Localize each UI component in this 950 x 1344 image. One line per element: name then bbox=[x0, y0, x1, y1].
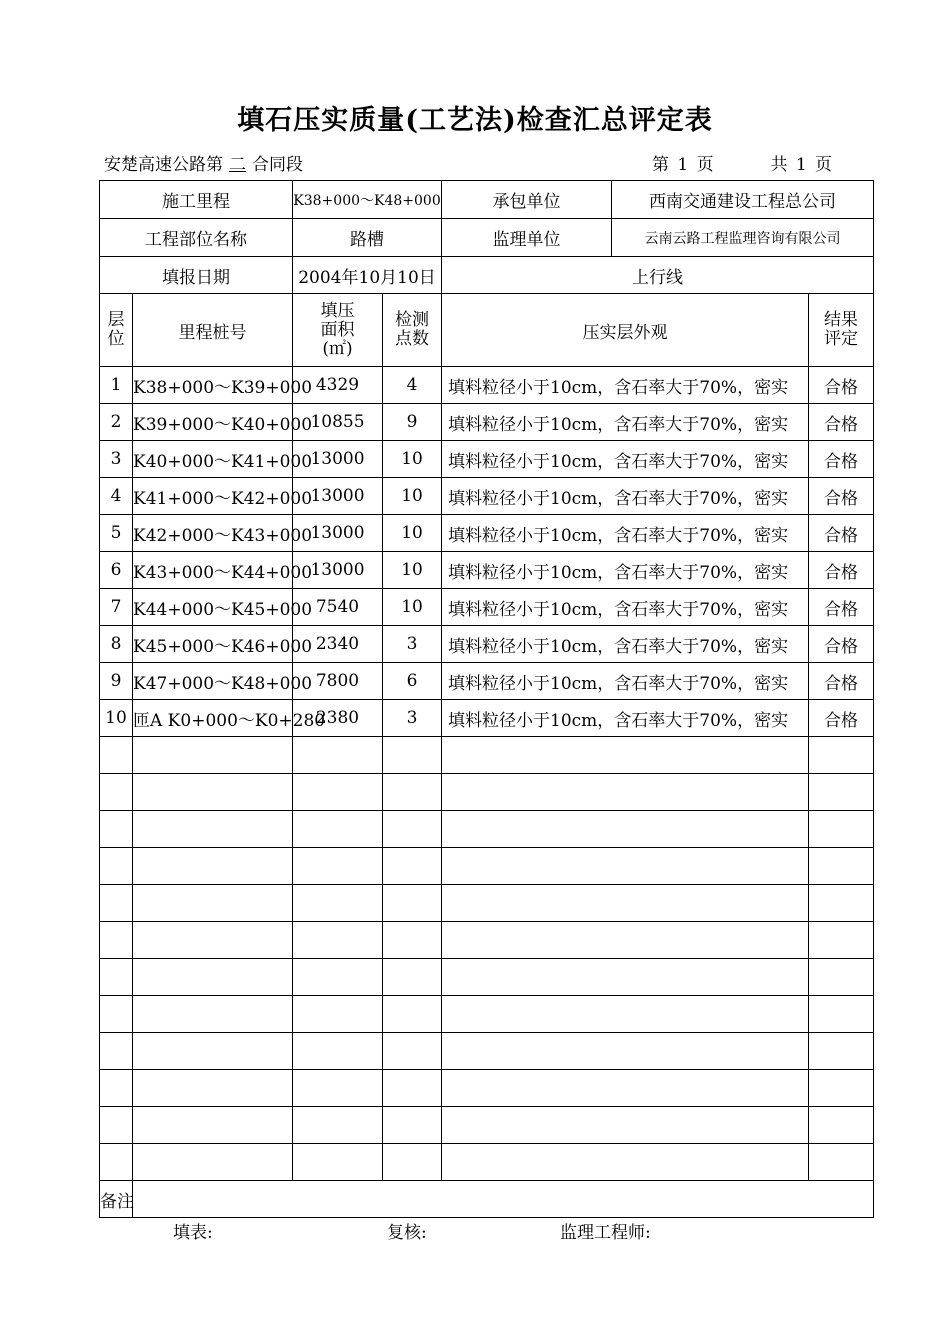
cell-points: 3 bbox=[383, 626, 442, 663]
empty-cell bbox=[383, 774, 442, 811]
date-label: 填报日期 bbox=[100, 257, 293, 294]
table-row bbox=[100, 626, 874, 663]
empty-cell bbox=[100, 774, 133, 811]
filler-signature: 填表: bbox=[173, 1223, 213, 1243]
table-row bbox=[100, 367, 874, 404]
empty-row bbox=[100, 774, 874, 811]
table-row bbox=[100, 441, 874, 478]
empty-cell bbox=[133, 811, 293, 848]
empty-cell bbox=[383, 737, 442, 774]
empty-cell bbox=[809, 811, 874, 848]
empty-cell bbox=[442, 1070, 809, 1107]
date-value: 2004年10月10日 bbox=[293, 257, 442, 294]
project-prefix: 安楚高速公路第 bbox=[104, 155, 223, 175]
empty-cell bbox=[442, 959, 809, 996]
cell-result: 合格 bbox=[809, 515, 874, 552]
empty-cell bbox=[133, 1144, 293, 1181]
inspection-table bbox=[99, 180, 874, 1218]
table-row bbox=[100, 515, 874, 552]
empty-cell bbox=[809, 774, 874, 811]
empty-cell bbox=[442, 811, 809, 848]
empty-cell bbox=[442, 774, 809, 811]
empty-cell bbox=[383, 885, 442, 922]
remarks-row bbox=[100, 1181, 874, 1218]
page-total: 共 1 页 bbox=[770, 155, 833, 175]
mileage-value: K38+000～K48+000 bbox=[293, 181, 442, 219]
empty-cell bbox=[100, 1107, 133, 1144]
part-label: 工程部位名称 bbox=[100, 219, 293, 257]
empty-cell bbox=[442, 1107, 809, 1144]
empty-cell bbox=[133, 1070, 293, 1107]
line-value: 上行线 bbox=[442, 257, 874, 294]
empty-cell bbox=[133, 996, 293, 1033]
empty-cell bbox=[809, 848, 874, 885]
empty-cell bbox=[293, 848, 383, 885]
empty-cell bbox=[293, 1033, 383, 1070]
table-row bbox=[100, 663, 874, 700]
empty-cell bbox=[809, 922, 874, 959]
cell-points: 6 bbox=[383, 663, 442, 700]
empty-cell bbox=[383, 959, 442, 996]
empty-cell bbox=[293, 959, 383, 996]
empty-cell bbox=[100, 737, 133, 774]
cell-station: K45+000～K46+000 bbox=[133, 626, 293, 663]
empty-cell bbox=[809, 959, 874, 996]
col-result: 结果 评定 bbox=[809, 294, 874, 367]
table-row bbox=[100, 404, 874, 441]
column-header-row bbox=[100, 294, 874, 367]
col-points: 检测 点数 bbox=[383, 294, 442, 367]
cell-appearance: 填料粒径小于10cm，含石率大于70%，密实 bbox=[442, 404, 809, 441]
empty-cell bbox=[383, 996, 442, 1033]
cell-layer: 5 bbox=[100, 515, 133, 552]
empty-cell bbox=[809, 737, 874, 774]
empty-cell bbox=[383, 811, 442, 848]
cell-layer: 2 bbox=[100, 404, 133, 441]
cell-station: K40+000～K41+000 bbox=[133, 441, 293, 478]
empty-cell bbox=[133, 848, 293, 885]
cell-layer: 10 bbox=[100, 700, 133, 737]
cell-area: 2340 bbox=[293, 626, 383, 663]
cell-area: 7800 bbox=[293, 663, 383, 700]
supervisor-value: 云南云路工程监理咨询有限公司 bbox=[644, 230, 841, 247]
cell-station: K39+000～K40+000 bbox=[133, 404, 293, 441]
cell-result: 合格 bbox=[809, 441, 874, 478]
empty-cell bbox=[809, 885, 874, 922]
empty-cell bbox=[133, 885, 293, 922]
empty-cell bbox=[133, 1107, 293, 1144]
empty-cell bbox=[293, 1070, 383, 1107]
empty-row bbox=[100, 1144, 874, 1181]
cell-station: K44+000～K45+000 bbox=[133, 589, 293, 626]
empty-cell bbox=[100, 1070, 133, 1107]
supervisor-label: 监理单位 bbox=[442, 219, 612, 256]
cell-layer: 7 bbox=[100, 589, 133, 626]
empty-cell bbox=[293, 1107, 383, 1144]
empty-cell bbox=[383, 1033, 442, 1070]
empty-cell bbox=[809, 1070, 874, 1107]
page-title: 填石压实质量(工艺法)检查汇总评定表 bbox=[237, 105, 713, 136]
cell-appearance: 填料粒径小于10cm，含石率大于70%，密实 bbox=[442, 589, 809, 626]
cell-area: 13000 bbox=[293, 478, 383, 515]
empty-cell bbox=[100, 996, 133, 1033]
empty-cell bbox=[293, 996, 383, 1033]
empty-cell bbox=[383, 922, 442, 959]
cell-appearance: 填料粒径小于10cm，含石率大于70%，密实 bbox=[442, 515, 809, 552]
info-row-3 bbox=[100, 257, 874, 294]
cell-station: K43+000～K44+000 bbox=[133, 552, 293, 589]
page-indicator bbox=[652, 150, 832, 175]
cell-area: 10855 bbox=[293, 404, 383, 441]
empty-cell bbox=[383, 848, 442, 885]
cell-points: 10 bbox=[383, 552, 442, 589]
cell-result: 合格 bbox=[809, 404, 874, 441]
empty-cell bbox=[133, 1033, 293, 1070]
table-row bbox=[100, 478, 874, 515]
contract-section bbox=[104, 150, 303, 175]
empty-row bbox=[100, 922, 874, 959]
cell-layer: 8 bbox=[100, 626, 133, 663]
empty-cell bbox=[442, 737, 809, 774]
empty-row bbox=[100, 885, 874, 922]
empty-cell bbox=[383, 1070, 442, 1107]
cell-layer: 9 bbox=[100, 663, 133, 700]
col-layer: 层 位 bbox=[100, 294, 133, 367]
empty-cell bbox=[442, 922, 809, 959]
empty-cell bbox=[442, 996, 809, 1033]
cell-area: 13000 bbox=[293, 552, 383, 589]
cell-layer: 6 bbox=[100, 552, 133, 589]
reviewer-signature: 复核: bbox=[387, 1223, 427, 1243]
cell-station: K38+000～K39+000 bbox=[133, 367, 293, 404]
empty-cell bbox=[442, 848, 809, 885]
col-area: 填压 面积 (㎡) bbox=[293, 294, 383, 367]
cell-appearance: 填料粒径小于10cm，含石率大于70%，密实 bbox=[442, 478, 809, 515]
cell-result: 合格 bbox=[809, 478, 874, 515]
empty-row bbox=[100, 848, 874, 885]
cell-result: 合格 bbox=[809, 626, 874, 663]
cell-result: 合格 bbox=[809, 663, 874, 700]
empty-cell bbox=[809, 1033, 874, 1070]
empty-cell bbox=[133, 737, 293, 774]
table-row bbox=[100, 700, 874, 737]
empty-cell bbox=[293, 922, 383, 959]
cell-result: 合格 bbox=[809, 700, 874, 737]
empty-cell bbox=[293, 1144, 383, 1181]
engineer-signature: 监理工程师: bbox=[560, 1223, 651, 1243]
table-row bbox=[100, 552, 874, 589]
empty-row bbox=[100, 737, 874, 774]
empty-cell bbox=[100, 922, 133, 959]
empty-cell bbox=[442, 885, 809, 922]
cell-appearance: 填料粒径小于10cm，含石率大于70%，密实 bbox=[442, 626, 809, 663]
cell-appearance: 填料粒径小于10cm，含石率大于70%，密实 bbox=[442, 367, 809, 404]
empty-row bbox=[100, 959, 874, 996]
part-value: 路槽 bbox=[293, 219, 442, 257]
cell-layer: 4 bbox=[100, 478, 133, 515]
empty-cell bbox=[293, 774, 383, 811]
cell-points: 10 bbox=[383, 515, 442, 552]
empty-row bbox=[100, 1033, 874, 1070]
empty-cell bbox=[293, 737, 383, 774]
empty-row bbox=[100, 1070, 874, 1107]
cell-result: 合格 bbox=[809, 552, 874, 589]
empty-cell bbox=[100, 1144, 133, 1181]
col-station: 里程桩号 bbox=[133, 294, 293, 367]
cell-station: 匝A K0+000～K0+280 bbox=[133, 700, 293, 737]
project-suffix: 合同段 bbox=[252, 155, 303, 175]
empty-row bbox=[100, 1107, 874, 1144]
page-number: 第 1 页 bbox=[652, 155, 714, 175]
remarks-value bbox=[133, 1181, 874, 1218]
empty-cell bbox=[100, 885, 133, 922]
cell-area: 13000 bbox=[293, 515, 383, 552]
empty-cell bbox=[809, 1144, 874, 1181]
empty-cell bbox=[133, 922, 293, 959]
contract-number: 二 bbox=[229, 155, 246, 175]
cell-station: K41+000～K42+000 bbox=[133, 478, 293, 515]
cell-area: 4329 bbox=[293, 367, 383, 404]
empty-cell bbox=[133, 774, 293, 811]
cell-layer: 3 bbox=[100, 441, 133, 478]
empty-cell bbox=[133, 959, 293, 996]
cell-points: 4 bbox=[383, 367, 442, 404]
contractor-label: 承包单位 bbox=[442, 181, 612, 218]
cell-points: 3 bbox=[383, 700, 442, 737]
empty-cell bbox=[293, 885, 383, 922]
empty-cell bbox=[293, 811, 383, 848]
cell-points: 10 bbox=[383, 441, 442, 478]
mileage-label: 施工里程 bbox=[100, 181, 293, 219]
cell-result: 合格 bbox=[809, 589, 874, 626]
empty-cell bbox=[383, 1107, 442, 1144]
empty-cell bbox=[809, 1107, 874, 1144]
cell-points: 10 bbox=[383, 478, 442, 515]
cell-points: 10 bbox=[383, 589, 442, 626]
cell-area: 2380 bbox=[293, 700, 383, 737]
cell-points: 9 bbox=[383, 404, 442, 441]
cell-layer: 1 bbox=[100, 367, 133, 404]
table-row bbox=[100, 589, 874, 626]
contractor-value: 西南交通建设工程总公司 bbox=[649, 192, 837, 212]
empty-cell bbox=[809, 996, 874, 1033]
cell-appearance: 填料粒径小于10cm，含石率大于70%，密实 bbox=[442, 700, 809, 737]
empty-cell bbox=[383, 1144, 442, 1181]
empty-cell bbox=[100, 811, 133, 848]
cell-station: K47+000～K48+000 bbox=[133, 663, 293, 700]
cell-station: K42+000～K43+000 bbox=[133, 515, 293, 552]
cell-area: 13000 bbox=[293, 441, 383, 478]
remarks-label: 备注 bbox=[100, 1181, 133, 1218]
col-appearance: 压实层外观 bbox=[442, 294, 809, 367]
empty-cell bbox=[100, 848, 133, 885]
info-row-1 bbox=[100, 181, 874, 219]
empty-cell bbox=[442, 1033, 809, 1070]
empty-cell bbox=[442, 1144, 809, 1181]
cell-appearance: 填料粒径小于10cm，含石率大于70%，密实 bbox=[442, 552, 809, 589]
empty-row bbox=[100, 996, 874, 1033]
empty-cell bbox=[100, 1033, 133, 1070]
cell-appearance: 填料粒径小于10cm，含石率大于70%，密实 bbox=[442, 663, 809, 700]
info-row-2 bbox=[100, 219, 874, 257]
empty-row bbox=[100, 811, 874, 848]
cell-result: 合格 bbox=[809, 367, 874, 404]
empty-cell bbox=[100, 959, 133, 996]
cell-appearance: 填料粒径小于10cm，含石率大于70%，密实 bbox=[442, 441, 809, 478]
cell-area: 7540 bbox=[293, 589, 383, 626]
